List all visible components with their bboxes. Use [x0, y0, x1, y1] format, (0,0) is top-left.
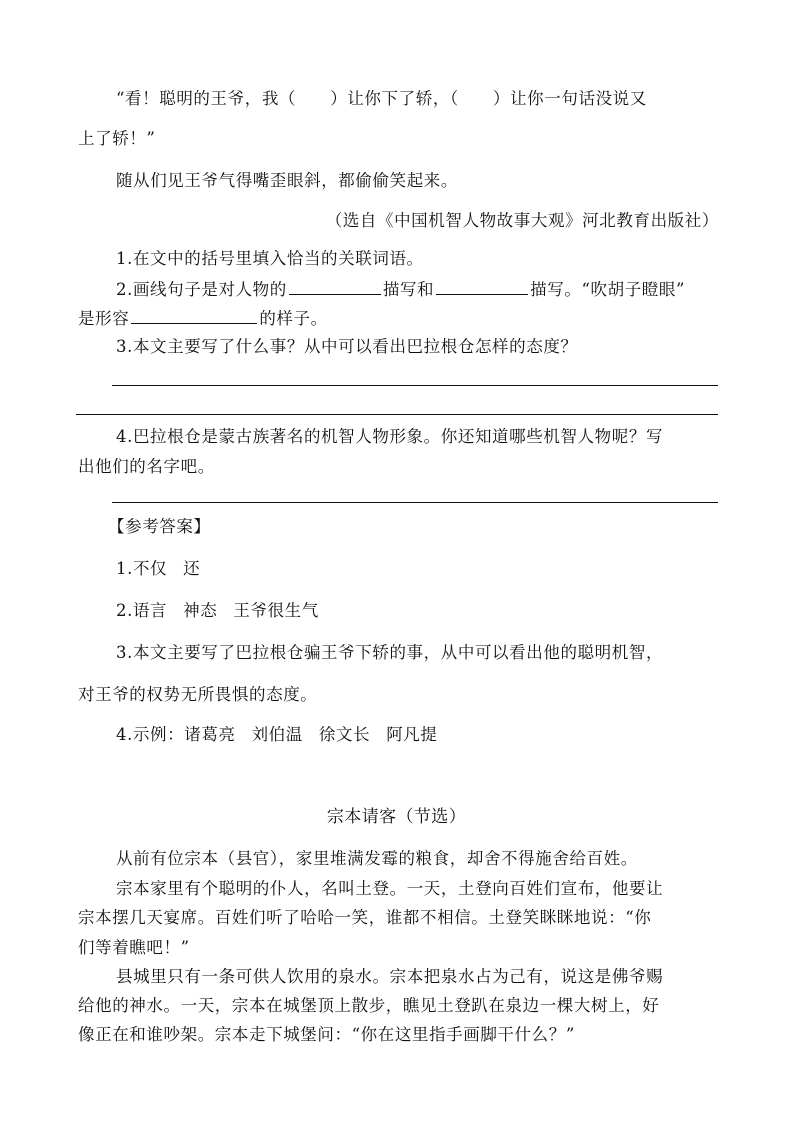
- answer-line[interactable]: [76, 414, 718, 415]
- question-2-text: 的样子。: [259, 309, 328, 328]
- story-line: 给他的神水。一天，宗本在城堡顶上散步，瞧见土登趴在泉边一棵大树上，好: [78, 996, 660, 1015]
- story-line: 上了轿！”: [78, 129, 156, 148]
- answer-blank[interactable]: [289, 278, 381, 295]
- question-4-cont: 出他们的名字吧。: [78, 457, 215, 476]
- question-2-text: 2.画线句子是对人物的: [116, 280, 287, 299]
- answer-blank[interactable]: [436, 278, 528, 295]
- answer-word: 不仅: [132, 559, 168, 578]
- question-2-cont: [78, 307, 328, 330]
- answer-3-cont: 对王爷的权势无所畏惧的态度。: [78, 685, 318, 704]
- answer-word: 王爷很生气: [233, 601, 319, 620]
- story-line: 从前有位宗本（县官），家里堆满发霉的粮食，却舍不得施舍给百姓。: [116, 849, 638, 868]
- answer-word: 神态: [183, 601, 218, 620]
- answer-1: [116, 558, 200, 580]
- answer-label: 4.示例：: [116, 725, 185, 744]
- story-line: 像正在和谁吵架。宗本走下城堡问：“你在这里指手画脚干什么？”: [78, 1025, 575, 1044]
- answer-line[interactable]: [112, 385, 718, 386]
- answer-word: 诸葛亮: [184, 725, 236, 744]
- question-2-text: 描写。“吹胡子瞪眼”: [530, 280, 686, 299]
- answer-word: 刘伯温: [251, 725, 303, 744]
- story-line: 随从们见王爷气得嘴歪眼斜，都偷偷笑起来。: [116, 171, 458, 190]
- answer-3: 3.本文主要写了巴拉根仓骗王爷下轿的事，从中可以看出他的聪明机智，: [116, 643, 664, 662]
- story-line: 宗本摆几天宴席。百姓们听了哈哈一笑，谁都不相信。土登笑眯眯地说：“你: [78, 908, 652, 927]
- story-line: “看！聪明的王爷，我（ ）让你下了轿，（ ）让你一句话没说又: [116, 89, 647, 108]
- story-line: 宗本家里有个聪明的仆人，名叫土登。一天，土登向百姓们宣布，他要让: [116, 879, 664, 898]
- answer-word: 阿凡提: [386, 725, 438, 744]
- answer-number: 1.: [116, 559, 133, 578]
- answer-word: 徐文长: [318, 725, 371, 744]
- answer-4: [116, 724, 438, 746]
- source-citation: （选自《中国机智人物故事大观》河北教育出版社）: [325, 211, 719, 230]
- question-2-text: 描写和: [382, 280, 435, 299]
- question-4: 4.巴拉根仓是蒙古族著名的机智人物形象。你还知道哪些机智人物呢？写: [116, 427, 664, 446]
- answer-blank[interactable]: [131, 307, 257, 324]
- question-3: 3.本文主要写了什么事？从中可以看出巴拉根仓怎样的态度？: [116, 337, 578, 356]
- answers-heading: 【参考答案】: [108, 517, 211, 536]
- question-2: [116, 278, 685, 301]
- question-1: 1.在文中的括号里填入恰当的关联词语。: [116, 249, 424, 268]
- answer-word: 语言: [132, 601, 168, 620]
- story-line: 县城里只有一条可供人饮用的泉水。宗本把泉水占为己有，说这是佛爷赐: [116, 967, 664, 986]
- answer-word: 还: [183, 559, 201, 578]
- answer-2: [116, 600, 319, 622]
- question-2-text: 是形容: [78, 309, 130, 328]
- story-line: 们等着瞧吧！”: [78, 938, 190, 957]
- story-title: 宗本请客（节选）: [326, 807, 467, 827]
- answer-line[interactable]: [112, 502, 718, 503]
- answer-number: 2.: [116, 601, 133, 620]
